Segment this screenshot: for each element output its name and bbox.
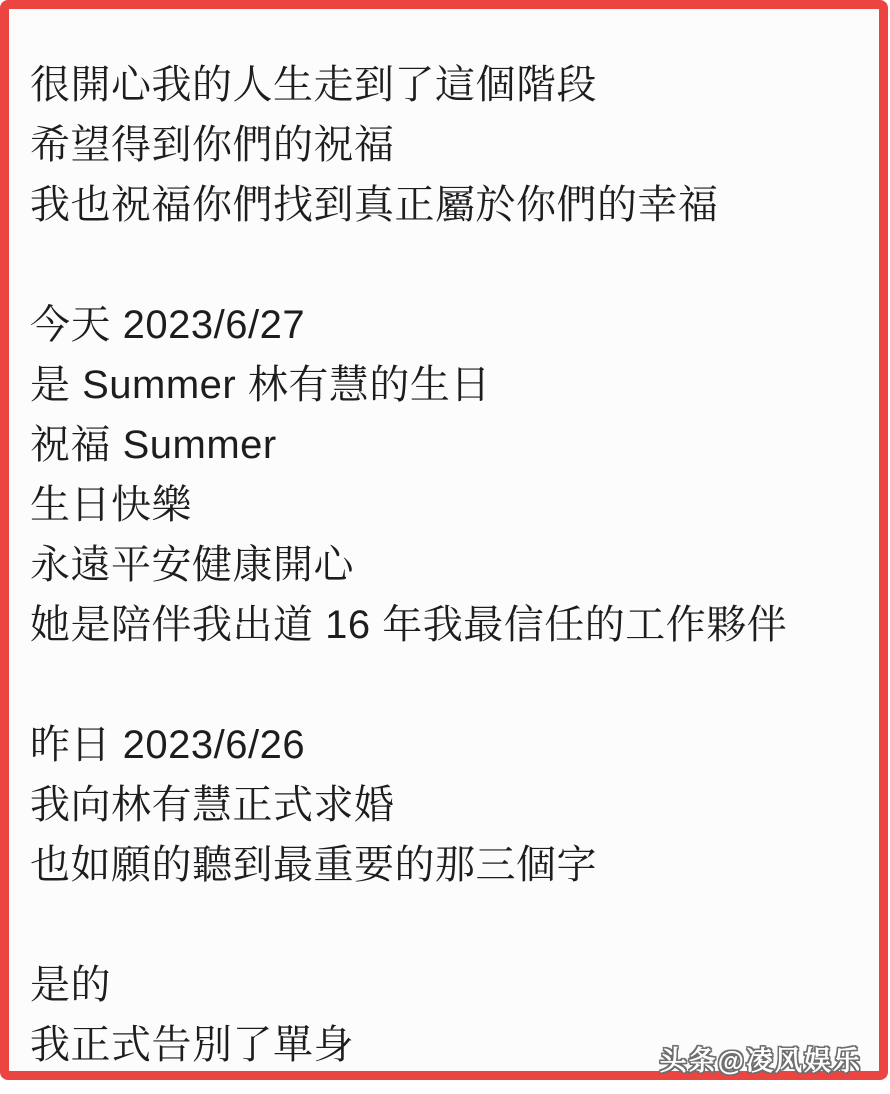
text-line: 昨日 2023/6/26 (30, 723, 306, 767)
text-line: 我也祝福你們找到真正屬於你們的幸福 (30, 183, 719, 227)
blank-line (30, 235, 854, 295)
text-line: 很開心我的人生走到了這個階段 (30, 63, 597, 107)
text-line: 希望得到你們的祝福 (30, 123, 395, 167)
text-line: 我正式告別了單身 (30, 1023, 354, 1067)
text-line: 也如願的聽到最重要的那三個字 (30, 843, 597, 887)
text-line: 祝福 Summer (30, 423, 277, 467)
blank-line (30, 895, 854, 955)
post-text (30, 55, 854, 1075)
text-line: 是的 (30, 963, 111, 1007)
text-line: 她是陪伴我出道 16 年我最信任的工作夥伴 (30, 603, 788, 647)
text-line: 生日快樂 (30, 483, 192, 527)
text-line: 永遠平安健康開心 (30, 543, 354, 587)
watermark: 头条@凌风娱乐 (659, 1046, 862, 1076)
text-line: 我向林有慧正式求婚 (30, 783, 395, 827)
text-line: 今天 2023/6/27 (30, 303, 306, 347)
text-line: 是 Summer 林有慧的生日 (30, 363, 491, 407)
blank-line (30, 655, 854, 715)
